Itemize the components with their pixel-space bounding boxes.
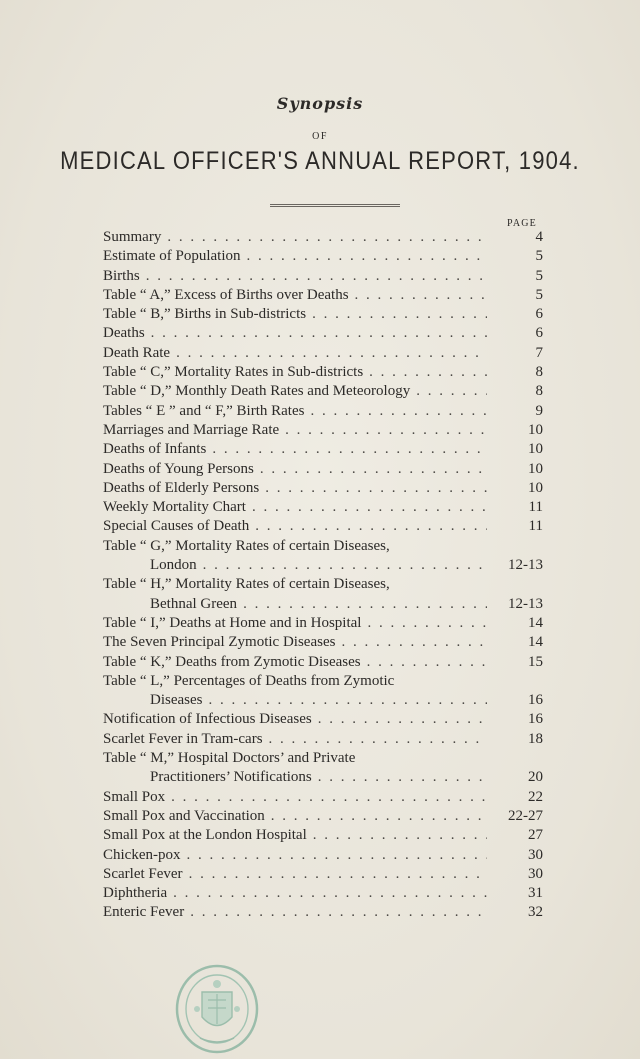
dot-leader — [246, 247, 487, 266]
dot-leader — [318, 710, 487, 729]
toc-entry-page: 5 — [535, 267, 543, 284]
toc-entry — [103, 440, 543, 459]
toc-entry-title: Diphtheria — [103, 885, 168, 902]
dot-leader — [167, 228, 487, 247]
toc-entry-title: Deaths of Infants — [103, 441, 207, 458]
dot-leader — [318, 768, 487, 787]
dot-leader — [312, 305, 487, 324]
dot-leader — [190, 903, 487, 922]
dot-leader — [369, 363, 487, 382]
toc-entry-title: Weekly Mortality Chart — [103, 499, 246, 516]
toc-entry — [103, 498, 543, 517]
dot-leader — [255, 517, 487, 536]
toc-entry-page: 16 — [528, 692, 543, 709]
toc-entry-page: 12-13 — [508, 595, 543, 612]
dot-leader — [367, 614, 487, 633]
toc-entry — [103, 575, 543, 614]
toc-entry-title: Births — [103, 267, 140, 284]
toc-entry-page: 10 — [528, 421, 543, 438]
toc-entry-page: 32 — [528, 904, 543, 921]
toc-entry-continuation: London — [150, 557, 197, 574]
toc-entry-title: Estimate of Population — [103, 248, 241, 265]
toc-entry-title: Notification of Infectious Diseases — [103, 711, 312, 728]
toc-entry-page: 6 — [535, 306, 543, 323]
toc-entry — [103, 363, 543, 382]
toc-entry — [103, 537, 543, 576]
toc-entry-title: Small Pox at the London Hospital — [103, 827, 307, 844]
toc-entry-page: 5 — [535, 286, 543, 303]
dot-leader — [186, 846, 487, 865]
toc-entry-title: Table “ H,” Mortality Rates of certain Diseases, — [103, 576, 390, 593]
dot-leader — [341, 633, 487, 652]
toc-entry-page: 6 — [535, 325, 543, 342]
toc-entry-title: Deaths of Young Persons — [103, 460, 254, 477]
dot-leader — [313, 826, 487, 845]
toc-entry — [103, 460, 543, 479]
toc-entry — [103, 865, 543, 884]
toc-entry-continuation: Diseases — [150, 692, 203, 709]
toc-entry-page: 10 — [528, 441, 543, 458]
dot-leader — [173, 884, 487, 903]
toc-entry-title: The Seven Principal Zymotic Diseases — [103, 634, 336, 651]
toc-entry — [103, 903, 543, 922]
toc-entry — [103, 517, 543, 536]
toc-entry — [103, 382, 543, 401]
toc-entry — [103, 421, 543, 440]
dot-leader — [285, 421, 487, 440]
library-stamp-icon — [172, 962, 262, 1056]
toc-entry-title: Table “ A,” Excess of Births over Deaths — [103, 286, 349, 303]
toc-entry-title: Small Pox and Vaccination — [103, 807, 265, 824]
toc-entry — [103, 672, 543, 711]
toc-entry — [103, 614, 543, 633]
toc-entry-page: 15 — [528, 653, 543, 670]
toc-entry-title: Table “ K,” Deaths from Zymotic Diseases — [103, 653, 361, 670]
dot-leader — [176, 344, 487, 363]
toc-entry-page: 14 — [528, 614, 543, 631]
toc-entry-title: Deaths of Elderly Persons — [103, 479, 260, 496]
toc-entry — [103, 884, 543, 903]
toc-entry-page: 4 — [535, 229, 543, 245]
toc-entry — [103, 247, 543, 266]
toc-entry-title: Special Causes of Death — [103, 518, 250, 535]
toc-entry-page: 31 — [528, 885, 543, 902]
toc-entry — [103, 305, 543, 324]
toc-entry-continuation: Practitioners’ Notifications — [150, 769, 312, 786]
toc-entry-title: Table “ B,” Births in Sub-districts — [103, 306, 307, 323]
dot-leader — [203, 556, 487, 575]
title-divider — [270, 204, 400, 207]
toc-entry-title: Table “ D,” Monthly Death Rates and Meteorology — [103, 383, 411, 400]
dot-leader — [146, 267, 487, 286]
toc-entry-title: Enteric Fever — [103, 904, 185, 921]
toc-entry-page: 10 — [528, 479, 543, 496]
toc-entry — [103, 228, 543, 247]
toc-entry — [103, 344, 543, 363]
toc-entry-page: 27 — [528, 827, 543, 844]
toc-entry — [103, 730, 543, 749]
toc-entry — [103, 788, 543, 807]
dot-leader — [243, 595, 487, 614]
toc-entry-title: Table “ M,” Hospital Doctors’ and Private — [103, 750, 356, 767]
toc-entry — [103, 633, 543, 652]
toc-entry-title: Scarlet Fever — [103, 865, 183, 882]
report-title: MEDICAL OFFICER'S ANNUAL REPORT, 1904. — [60, 146, 580, 175]
dot-leader — [209, 691, 488, 710]
toc-entry-title: Chicken-pox — [103, 846, 181, 863]
dot-leader — [416, 382, 487, 401]
toc-entry-title: Deaths — [103, 325, 145, 342]
dot-leader — [271, 807, 487, 826]
toc-entry — [103, 710, 543, 729]
toc-entry-title: Small Pox — [103, 788, 166, 805]
toc-entry — [103, 653, 543, 672]
dot-leader — [212, 440, 487, 459]
toc-entry-title: Death Rate — [103, 344, 171, 361]
toc-entry — [103, 749, 543, 788]
toc-entry-page: 9 — [535, 402, 543, 419]
toc-entry-title: Table “ C,” Mortality Rates in Sub-districts — [103, 364, 364, 381]
toc-entry-continuation: Bethnal Green — [150, 595, 238, 612]
dot-leader — [171, 788, 487, 807]
toc-entry-title: Table “ L,” Percentages of Deaths from Zymotic — [103, 672, 395, 689]
dot-leader — [310, 402, 487, 421]
synopsis-heading: Synopsis — [276, 94, 364, 113]
dot-leader — [151, 324, 487, 343]
toc-entry-title: Table “ G,” Mortality Rates of certain Diseases, — [103, 537, 390, 554]
dot-leader — [269, 730, 487, 749]
toc-entry — [103, 267, 543, 286]
dot-leader — [252, 498, 487, 517]
toc-entry — [103, 286, 543, 305]
dot-leader — [355, 286, 487, 305]
toc-entry-page: 5 — [535, 248, 543, 265]
toc-entry-page: 16 — [528, 711, 543, 728]
page-column-label: PAGE — [507, 218, 537, 229]
toc-entry-page: 14 — [528, 634, 543, 651]
dot-leader — [260, 460, 487, 479]
toc-entry-page: 20 — [528, 769, 543, 786]
dot-leader — [265, 479, 487, 498]
toc-entry — [103, 324, 543, 343]
dot-leader — [189, 865, 487, 884]
toc-entry-page: 11 — [528, 499, 543, 516]
toc-entry-page: 30 — [528, 846, 543, 863]
toc-entry-page: 10 — [528, 460, 543, 477]
toc-entry-title: Scarlet Fever in Tram-cars — [103, 730, 263, 747]
toc-entry — [103, 402, 543, 421]
toc-entry-page: 11 — [528, 518, 543, 535]
toc-entry-page: 8 — [535, 383, 543, 400]
dot-leader — [367, 653, 487, 672]
toc-entry — [103, 479, 543, 498]
toc-entry-title: Marriages and Marriage Rate — [103, 421, 280, 438]
toc-entry — [103, 807, 543, 826]
table-of-contents — [103, 228, 543, 923]
toc-entry-title: Table “ I,” Deaths at Home and in Hospital — [103, 614, 362, 631]
toc-entry-page: 18 — [528, 730, 543, 747]
toc-entry-title: Summary — [103, 229, 162, 245]
toc-entry-page: 12-13 — [508, 557, 543, 574]
toc-entry-title: Tables “ E ” and “ F,” Birth Rates — [103, 402, 305, 419]
toc-entry-page: 30 — [528, 865, 543, 882]
toc-entry-page: 7 — [535, 344, 543, 361]
toc-entry-page: 22-27 — [508, 807, 543, 824]
toc-entry — [103, 846, 543, 865]
of-label: OF — [312, 131, 328, 142]
toc-entry-page: 8 — [535, 364, 543, 381]
toc-entry-page: 22 — [528, 788, 543, 805]
toc-entry — [103, 826, 543, 845]
